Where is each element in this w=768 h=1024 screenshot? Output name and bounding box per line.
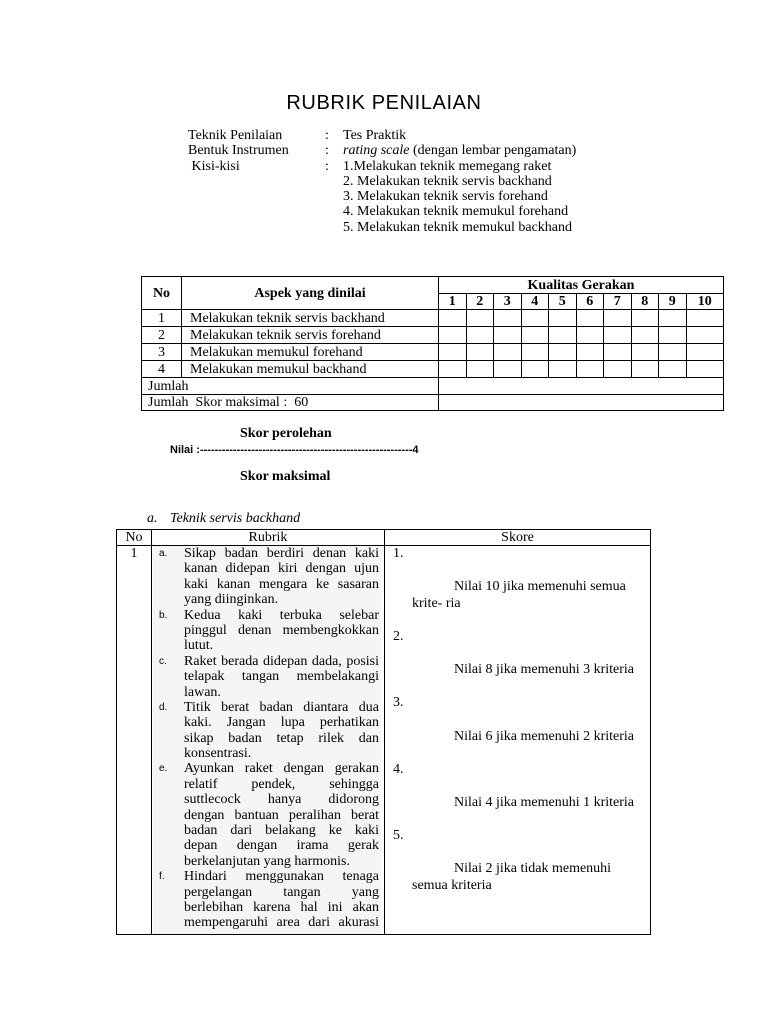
criterion-line: pergelangan tangan yang	[184, 884, 379, 900]
header-no: No	[142, 277, 182, 310]
table-row	[142, 310, 724, 327]
criterion-line: telapak tangan membelakangi	[184, 669, 379, 685]
page-title: RUBRIK PENILAIAN	[286, 92, 482, 114]
score-cell	[631, 310, 659, 327]
total-value-cell	[439, 378, 724, 395]
score-description-cell	[385, 546, 651, 935]
scale-header: 6	[576, 294, 604, 310]
score-cell	[466, 344, 494, 361]
score-marker: 2.	[393, 628, 404, 644]
criterion-item	[153, 546, 381, 608]
info-separator: :	[325, 158, 329, 174]
info-separator-empty	[325, 189, 343, 204]
criterion-line: kaki kanan mengara ke sasaran	[184, 576, 379, 592]
score-list	[385, 546, 650, 911]
header-score: Skore	[385, 530, 651, 546]
total-label: Jumlah	[142, 378, 439, 395]
row-number: 3	[142, 344, 182, 361]
criterion-line: pinggul denan membengkokkan	[184, 622, 379, 638]
header-aspect: Aspek yang dinilai	[182, 277, 439, 310]
info-row-kisi-kisi-continued	[188, 220, 628, 235]
score-cell	[439, 344, 467, 361]
info-separator-empty	[325, 204, 343, 219]
score-cell	[659, 310, 687, 327]
aspect-label: Melakukan memukul forehand	[182, 344, 439, 361]
rubric-table	[116, 529, 651, 935]
info-label-empty	[188, 220, 325, 235]
criterion-line: lutut.	[184, 638, 214, 654]
score-cell	[631, 327, 659, 344]
scale-header: 8	[631, 294, 659, 310]
score-cell	[494, 327, 522, 344]
section-heading	[147, 511, 300, 527]
scale-header: 9	[659, 294, 687, 310]
criterion-line: Sikap badan berdiri denan kaki	[184, 546, 379, 561]
score-text: Nilai 4 jika memenuhi 1 kriteria	[454, 794, 635, 810]
header-no: No	[117, 530, 152, 546]
score-text: Nilai 10 jika memenuhi semua krite- ria	[412, 579, 630, 611]
criterion-marker: a.	[159, 548, 168, 559]
score-marker: 5.	[393, 828, 404, 844]
score-cell	[686, 344, 724, 361]
criterion-line: Hindari menggunakan tenaga	[184, 869, 379, 885]
header-row	[142, 277, 724, 294]
score-cell	[659, 361, 687, 378]
criterion-line: suttlecock hanya didorong	[184, 792, 379, 808]
table-row	[117, 546, 651, 935]
score-cell	[576, 361, 604, 378]
score-item	[385, 629, 644, 695]
score-cell	[686, 361, 724, 378]
info-label: Kisi-kisi	[188, 158, 240, 174]
score-cell	[576, 310, 604, 327]
score-text: Nilai 6 jika memenuhi 2 kriteria	[454, 728, 635, 744]
score-cell	[466, 310, 494, 327]
score-marker: 1.	[393, 546, 404, 561]
criterion-line: yang diinginkan.	[184, 592, 279, 608]
info-separator-empty	[325, 220, 343, 235]
assessment-table	[141, 276, 724, 411]
score-cell	[439, 310, 467, 327]
table-row	[142, 361, 724, 378]
score-cell	[659, 327, 687, 344]
score-item	[385, 695, 644, 761]
criterion-line: Titik berat badan diantara dua	[184, 699, 379, 715]
score-cell	[494, 344, 522, 361]
info-label-empty	[188, 174, 325, 189]
header-quality: Kualitas Gerakan	[439, 277, 724, 294]
criterion-line: depan dengan irama gerak	[184, 838, 379, 854]
criterion-line: relatif pendek, sehingga	[184, 776, 379, 792]
criterion-line: kaki. Jangan lupa perhatikan	[184, 715, 379, 731]
info-block	[188, 128, 628, 235]
aspect-label: Melakukan teknik servis forehand	[182, 327, 439, 344]
kisi-kisi-item: 3. Melakukan teknik servis forehand	[343, 189, 548, 205]
info-row-kisi-kisi	[188, 159, 628, 174]
row-number: 4	[142, 361, 182, 378]
score-item	[385, 828, 644, 911]
score-cell	[521, 361, 549, 378]
score-cell	[659, 344, 687, 361]
score-cell	[549, 310, 577, 327]
info-separator-empty	[325, 174, 343, 189]
criterion-item	[153, 608, 381, 654]
rubric-cell	[152, 546, 385, 935]
header-rubric: Rubrik	[152, 530, 385, 546]
scale-header: 7	[604, 294, 632, 310]
info-row-kisi-kisi-continued	[188, 204, 628, 219]
score-cell	[604, 310, 632, 327]
row-number: 1	[117, 546, 152, 935]
scale-header: 2	[466, 294, 494, 310]
score-cell	[466, 361, 494, 378]
criterion-line: kanan didepan kiri dengan ujun	[184, 561, 379, 577]
score-cell	[466, 327, 494, 344]
info-row-kisi-kisi-continued	[188, 174, 628, 189]
score-text: Nilai 8 jika memenuhi 3 kriteria	[454, 662, 635, 678]
score-marker: 4.	[393, 761, 404, 777]
criterion-marker: e.	[159, 763, 168, 775]
criterion-marker: d.	[159, 701, 168, 713]
scale-header: 5	[549, 294, 577, 310]
scale-header: 10	[686, 294, 724, 310]
info-row-teknik-penilaian	[188, 128, 628, 143]
score-cell	[576, 344, 604, 361]
table-row	[142, 327, 724, 344]
info-row-bentuk-instrumen	[188, 143, 628, 158]
section-marker: a.	[147, 511, 158, 526]
formula-denominator: Skor maksimal	[240, 469, 331, 484]
aspect-label: Melakukan memukul backhand	[182, 361, 439, 378]
total-row	[142, 378, 724, 395]
aspect-label: Melakukan teknik servis backhand	[182, 310, 439, 327]
criterion-line: badan dari belakang ke kaki	[184, 823, 379, 839]
score-cell	[521, 344, 549, 361]
scale-header: 1	[439, 294, 467, 310]
score-item	[385, 762, 644, 828]
score-cell	[549, 344, 577, 361]
criterion-line: Raket berada didepan dada, posisi	[184, 653, 379, 669]
kisi-kisi-item: 5. Melakukan teknik memukul backhand	[343, 219, 572, 235]
score-cell	[604, 327, 632, 344]
criterion-item	[153, 654, 381, 700]
criterion-line: mempengaruhi area dari akurasi	[184, 915, 379, 931]
score-cell	[549, 327, 577, 344]
scale-header: 3	[494, 294, 522, 310]
criterion-item	[153, 761, 381, 869]
score-item	[385, 546, 644, 629]
score-cell	[576, 327, 604, 344]
info-separator: :	[325, 128, 329, 143]
criterion-line: konsentrasi.	[184, 746, 252, 762]
criterion-marker: c.	[159, 655, 167, 667]
info-label-empty	[188, 189, 325, 204]
info-value-italic: rating scale	[343, 143, 410, 159]
score-cell	[686, 310, 724, 327]
score-cell	[686, 327, 724, 344]
score-cell	[494, 310, 522, 327]
info-label-empty	[188, 204, 325, 219]
score-cell	[631, 361, 659, 378]
kisi-kisi-item: 2. Melakukan teknik servis backhand	[343, 173, 552, 189]
score-text: Nilai 2 jika tidak memenuhi semua kriteria	[412, 861, 619, 893]
section-title: Teknik servis backhand	[170, 511, 301, 526]
score-cell	[521, 310, 549, 327]
score-cell	[549, 361, 577, 378]
info-row-kisi-kisi-continued	[188, 189, 628, 204]
header-row	[117, 530, 651, 546]
info-label: Bentuk Instrumen	[188, 143, 289, 159]
criterion-line: sikap badan tetap rilek dan	[184, 730, 379, 746]
max-score-label: Jumlah Skor maksimal : 60	[142, 395, 439, 411]
info-separator: :	[325, 143, 329, 159]
info-value: Tes Praktik	[343, 128, 407, 143]
formula-line: Nilai :----------------------------------------------------------4	[170, 444, 419, 456]
criteria-list	[153, 546, 381, 934]
score-cell	[439, 327, 467, 344]
criterion-line: Kedua kaki terbuka selebar	[184, 607, 379, 623]
criterion-line: Ayunkan raket dengan gerakan	[184, 761, 379, 777]
score-cell	[631, 344, 659, 361]
criterion-line: lawan.	[184, 684, 221, 700]
score-marker: 3.	[393, 695, 404, 711]
score-cell	[604, 361, 632, 378]
row-number: 2	[142, 327, 182, 344]
score-cell	[521, 327, 549, 344]
score-cell	[439, 361, 467, 378]
criterion-marker: b.	[159, 609, 168, 621]
table-row	[142, 344, 724, 361]
row-number: 1	[142, 310, 182, 327]
criterion-item	[153, 869, 381, 931]
score-cell	[494, 361, 522, 378]
info-value-rest: (dengan lembar pengamatan)	[409, 143, 577, 159]
formula-numerator: Skor perolehan	[240, 426, 332, 441]
scale-header: 4	[521, 294, 549, 310]
criterion-line: dengan bantuan peralihan berat	[184, 807, 379, 823]
criterion-marker: f.	[159, 871, 165, 883]
score-cell	[604, 344, 632, 361]
max-score-row	[142, 395, 724, 411]
info-label: Teknik Penilaian	[188, 128, 283, 143]
info-value	[343, 143, 628, 158]
max-score-value-cell	[439, 395, 724, 411]
kisi-kisi-item: 4. Melakukan teknik memukul forehand	[343, 204, 569, 220]
criterion-item	[153, 700, 381, 762]
criterion-line: berkelanjutan yang harmonis.	[184, 853, 351, 869]
kisi-kisi-item: 1.Melakukan teknik memegang raket	[343, 158, 552, 174]
criterion-line: berlebihan karena hal ini akan	[184, 899, 379, 915]
